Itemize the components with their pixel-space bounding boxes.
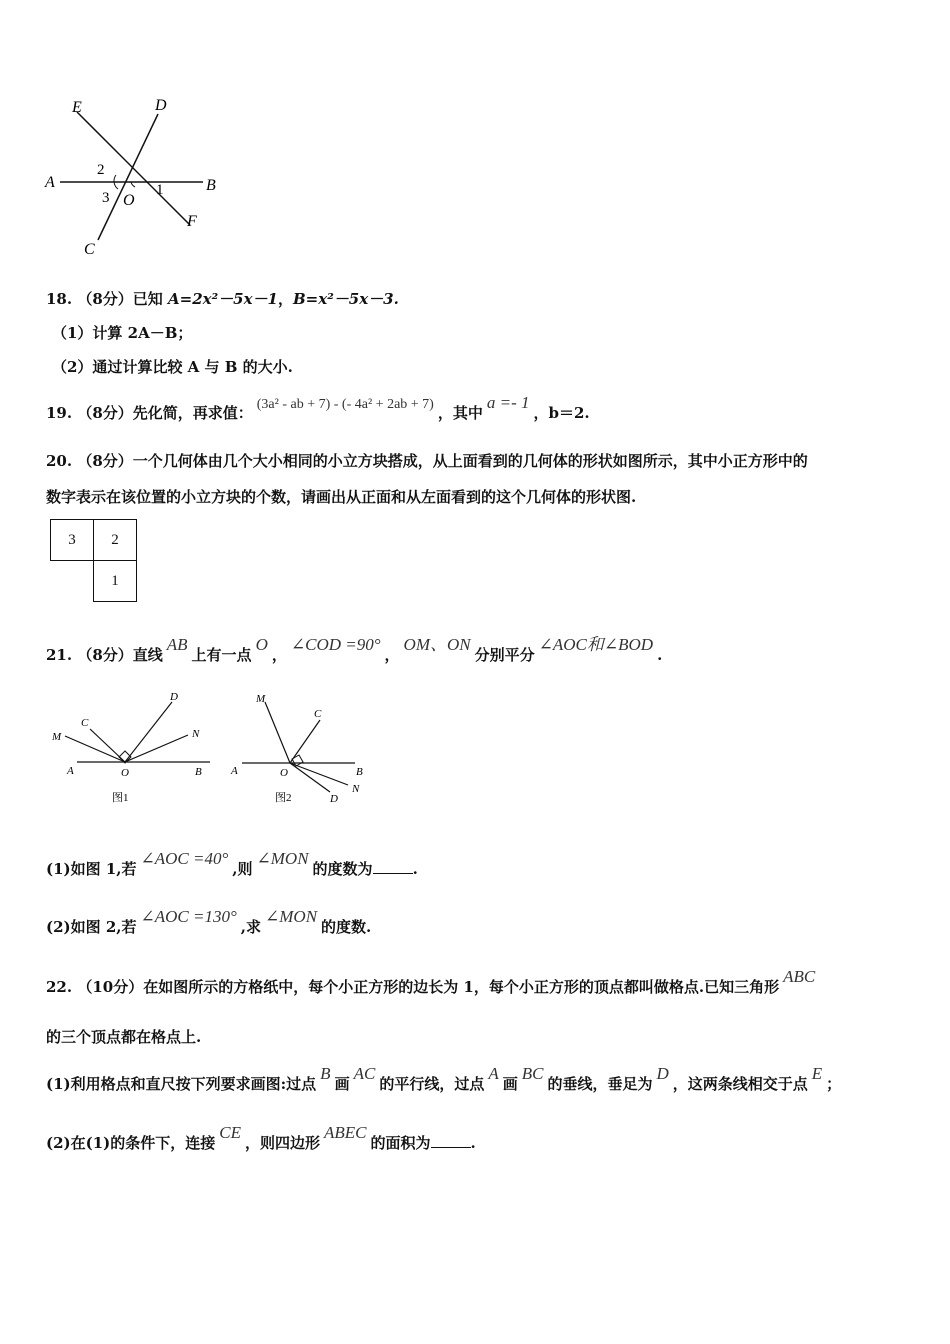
grid-cell: 1 xyxy=(94,561,137,602)
q22-BC: BC xyxy=(521,1064,544,1083)
q21-p1-b: ,则 xyxy=(232,860,253,878)
q21-t2: ， xyxy=(271,646,287,664)
q22-p2-d: . xyxy=(470,1134,476,1152)
label-B: B xyxy=(206,177,216,194)
label-F: F xyxy=(187,213,197,230)
fig2-label-C: C xyxy=(314,708,322,720)
q20-line1: 20. （8分）一个几何体由几个大小相同的小立方块搭成，从上面看到的几何体的形状如图所示，其中小正方形中的 xyxy=(46,452,808,470)
fig1-label-O: O xyxy=(121,767,129,779)
q22-AC: AC xyxy=(353,1064,376,1083)
q22-p1-g: ； xyxy=(826,1075,842,1093)
fig2-label-O: O xyxy=(280,767,288,779)
q19-expression: (3a² - ab + 7) - (- 4a² + 2ab + 7) xyxy=(256,397,434,412)
fig1-label-C: C xyxy=(81,717,89,729)
q19-tail: ，b＝2. xyxy=(533,404,590,422)
q20-line2: 数字表示在该位置的小立方块的个数，请画出从正面和从左面看到的这个几何体的形状图. xyxy=(46,488,637,506)
q18-B-expr: B=x²－5x－3. xyxy=(293,290,399,308)
q22-p1-f: ，这两条线相交于点 xyxy=(672,1075,808,1093)
fig2-caption: 图2 xyxy=(275,792,292,804)
q22-line2: 的三个顶点都在格点上. xyxy=(46,1028,202,1046)
q21-part1 xyxy=(46,849,418,879)
fig1-caption: 图1 xyxy=(112,792,129,804)
answer-blank xyxy=(431,1135,471,1148)
label-O: O xyxy=(123,192,135,209)
q22-ABC: ABC xyxy=(783,967,816,986)
grid-cell: 3 xyxy=(51,520,94,561)
q21-t1: 上有一点 xyxy=(191,646,252,664)
fig2-label-N: N xyxy=(352,783,360,795)
q21-p2-a: (2)如图 2,若 xyxy=(46,918,137,936)
q18-line: 18. （8分）已知 A=2x²－5x－1，B=x²－5x－3. xyxy=(46,290,399,308)
fig2-label-D: D xyxy=(330,793,338,805)
q22-CE: CE xyxy=(219,1123,241,1142)
q21-p2-angle: ∠AOC =130° xyxy=(140,907,237,926)
q18-part1: （1）计算 2A－B； xyxy=(52,324,193,342)
q22-line1 xyxy=(46,967,819,997)
q21-p2-mon: ∠MON xyxy=(265,907,318,926)
q22-part2 xyxy=(46,1123,476,1153)
grid-cell: 2 xyxy=(94,520,137,561)
label-E: E xyxy=(72,99,82,116)
fig2-label-M: M xyxy=(256,693,266,705)
q22-p1-a: (1)利用格点和直尺按下列要求画图:过点 xyxy=(46,1075,317,1093)
q21-p1-angle: ∠AOC =40° xyxy=(140,849,229,868)
q21-figure-2 xyxy=(225,685,375,810)
q21-p2-b: ,求 xyxy=(240,918,262,936)
q18-A-expr: A=2x²－5x－1 xyxy=(168,290,278,308)
q21-p1-a: (1)如图 1,若 xyxy=(46,860,137,878)
q21-head: 21. （8分）直线 xyxy=(46,646,163,664)
answer-blank xyxy=(373,861,413,874)
fig2-label-B: B xyxy=(356,766,363,778)
q21-O: O xyxy=(255,635,268,654)
label-angle1: 1 xyxy=(156,182,164,198)
q22-A: A xyxy=(488,1064,499,1083)
q21-t3: ， xyxy=(384,646,400,664)
q21-p1-mon: ∠MON xyxy=(256,849,309,868)
q21-COD: ∠COD =90° xyxy=(290,635,381,654)
q21-AB: AB xyxy=(166,635,188,654)
fig1-label-B: B xyxy=(195,766,202,778)
label-angle2: 2 xyxy=(97,162,105,178)
label-D: D xyxy=(155,97,167,114)
q22-line1-text: 22. （10分）在如图所示的方格纸中，每个小正方形的边长为 1，每个小正方形的顶点都叫做格点.已知三角形 xyxy=(46,978,780,996)
q22-part1 xyxy=(46,1064,842,1094)
label-A: A xyxy=(45,174,55,191)
label-angle3: 3 xyxy=(102,190,110,206)
fig1-label-D: D xyxy=(170,691,178,703)
q18-head: 18. （8分）已知 xyxy=(46,290,163,308)
q21-line xyxy=(46,635,663,665)
grid-cell-empty xyxy=(51,561,94,602)
q21-p1-d: . xyxy=(412,860,418,878)
q22-p2-a: (2)在(1)的条件下，连接 xyxy=(46,1134,216,1152)
q22-p1-e: 的垂线，垂足为 xyxy=(547,1075,653,1093)
q22-ABEC: ABEC xyxy=(324,1123,367,1142)
q18-part2: （2）通过计算比较 A 与 B 的大小. xyxy=(52,358,293,376)
q21-t4: 分别平分 xyxy=(474,646,535,664)
fig1-label-N: N xyxy=(192,728,200,740)
q22-p2-b: ，则四边形 xyxy=(245,1134,321,1152)
q22-D: D xyxy=(656,1064,669,1083)
q19-line xyxy=(46,393,590,423)
q19-mid: ，其中 xyxy=(437,404,483,422)
q21-OMON: OM、ON xyxy=(403,635,471,654)
q22-p2-c: 的面积为 xyxy=(370,1134,431,1152)
fig1-label-A: A xyxy=(67,765,74,777)
q21-p2-c: 的度数. xyxy=(321,918,372,936)
label-C: C xyxy=(84,241,95,258)
q22-p1-d: 画 xyxy=(502,1075,518,1093)
q19-head: 19. （8分）先化简，再求值： xyxy=(46,404,253,422)
q20-top-view-grid xyxy=(50,519,137,602)
q21-part2 xyxy=(46,907,372,937)
q19-condition: a =- 1 xyxy=(486,393,530,412)
fig1-label-M: M xyxy=(52,731,62,743)
q21-p1-c: 的度数为 xyxy=(312,860,373,878)
q22-E: E xyxy=(811,1064,823,1083)
line-dc xyxy=(98,114,158,240)
q21-figure-1 xyxy=(45,685,225,810)
fig2-label-A: A xyxy=(231,765,238,777)
q21-AOC-BOD: ∠AOC和∠BOD xyxy=(538,635,654,654)
angle-figure-q17 xyxy=(40,90,240,265)
q22-p1-b: 画 xyxy=(334,1075,350,1093)
q21-t5: . xyxy=(657,646,663,664)
q22-B: B xyxy=(320,1064,331,1083)
q22-p1-c: 的平行线，过点 xyxy=(379,1075,485,1093)
